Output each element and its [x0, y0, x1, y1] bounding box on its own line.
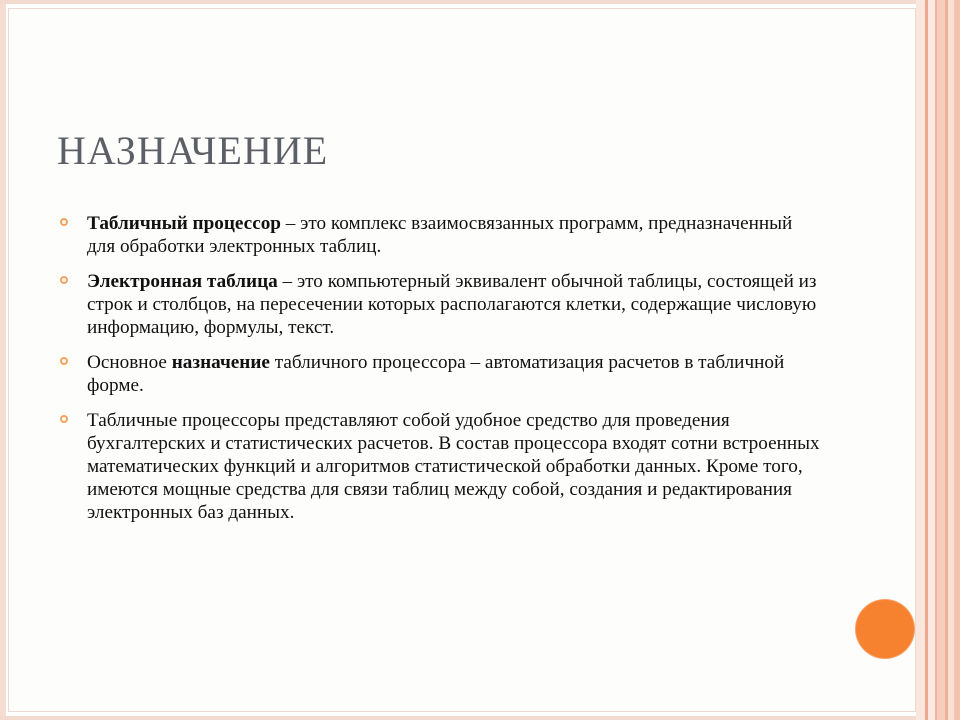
- list-item: [60, 409, 820, 524]
- list-item: [60, 270, 820, 339]
- definition-text: – это комплекс взаимосвязанных программ, предназначенный для обработки электронных таблиц.: [87, 213, 793, 257]
- bottom-frame-border: [0, 716, 930, 720]
- definition-text: – это компьютерный эквивалент обычной таблицы, состоящей из строк и столбцов, на пересечении которых располагаются клетки, содержащие числовую информацию, формулы, текст.: [87, 271, 817, 338]
- decorative-stripes: [916, 0, 960, 720]
- term-bold: Электронная таблица: [87, 271, 278, 292]
- term-bold: назначение: [171, 352, 270, 373]
- prefix-text: Основное: [87, 352, 172, 373]
- orange-circle-decoration: [856, 600, 914, 658]
- bullet-circle-icon: [60, 276, 68, 284]
- paragraph-text: Табличные процессоры представляют собой удобное средство для проведения бухгалтерских и статистических расчетов. В состав процессора входят сотни встроенных математических функций и алгоритмов статистической обработки данных. Кроме того, имеются мощные средства для связи таблиц между собой, создания и редактирования электронных баз данных.: [87, 410, 820, 523]
- list-item: [60, 351, 820, 397]
- bullet-circle-icon: [60, 415, 68, 423]
- left-frame-border: [0, 0, 6, 720]
- definition-text: табличного процессора – автоматизация расчетов в табличной форме.: [87, 352, 785, 396]
- bullet-circle-icon: [60, 357, 68, 365]
- bullet-circle-icon: [60, 218, 68, 226]
- top-frame-border: [0, 0, 930, 4]
- list-item: [60, 212, 820, 258]
- term-bold: Табличный процессор: [87, 213, 281, 234]
- bullet-list: [60, 212, 820, 536]
- slide-title: НАЗНАЧЕНИЕ: [57, 127, 329, 173]
